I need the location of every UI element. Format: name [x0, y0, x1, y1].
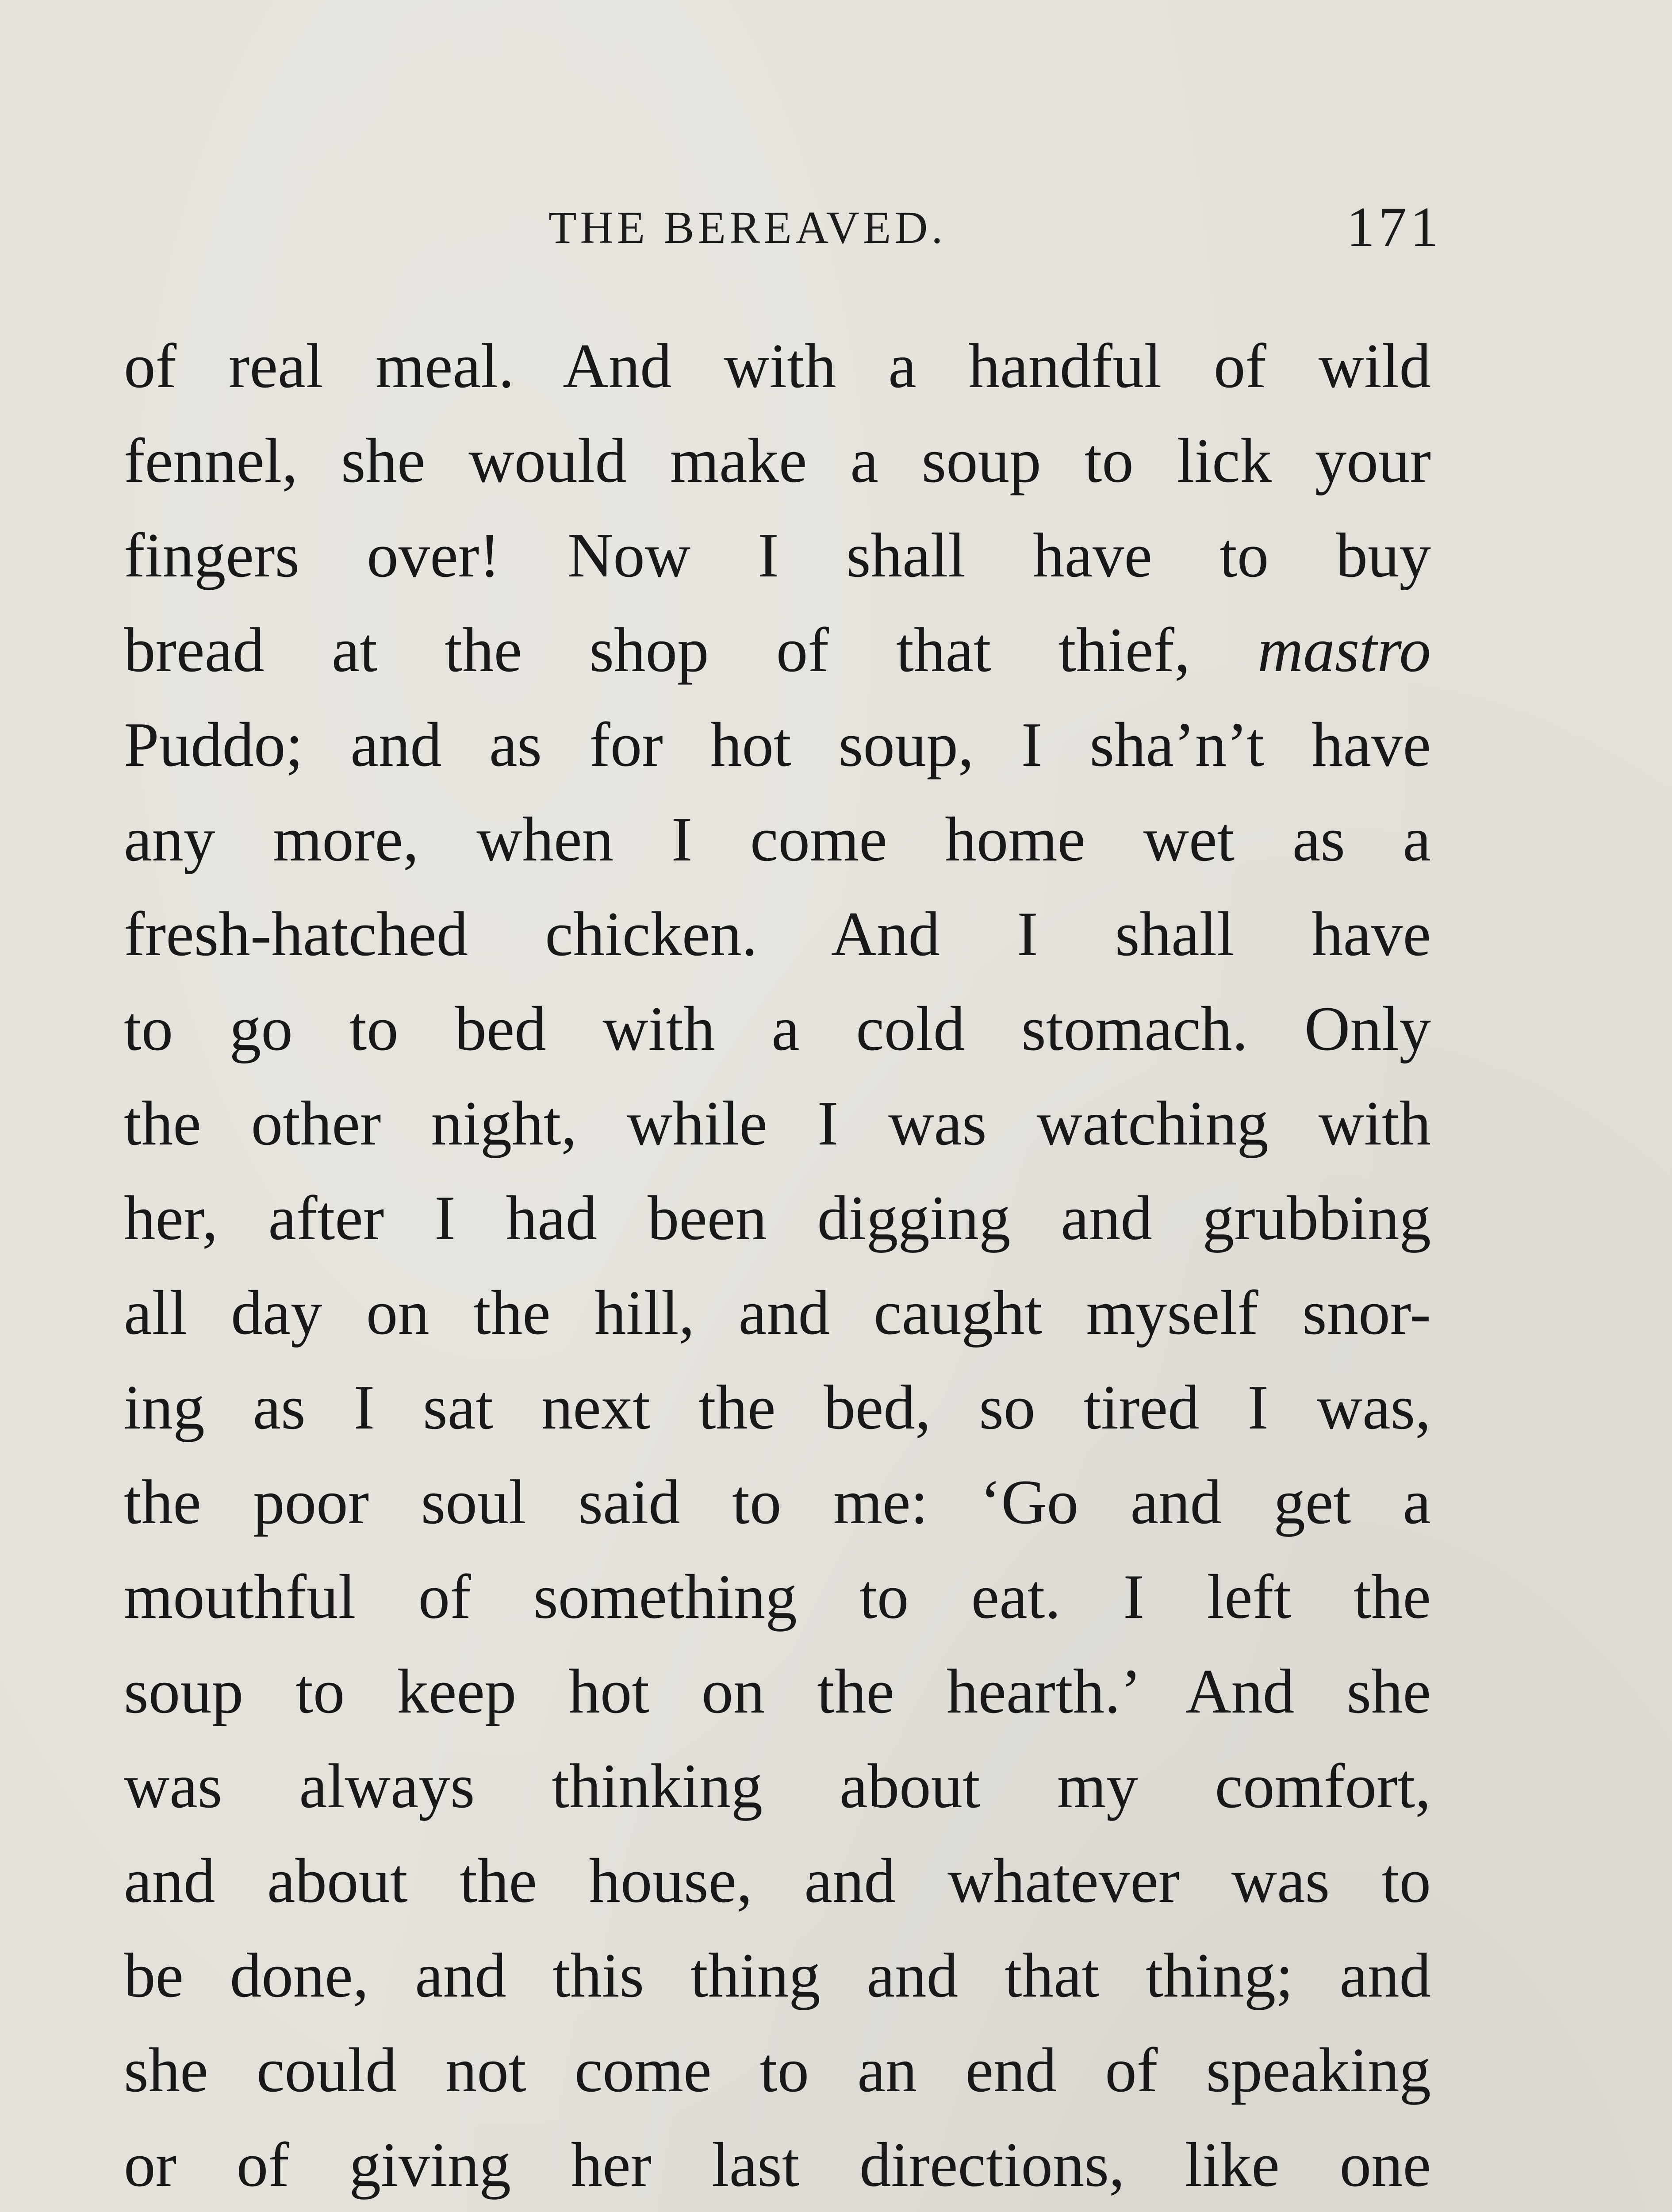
text-line: her, after I had been digging and grubbing [124, 1183, 1431, 1253]
text-line: fresh-hatched chicken. And I shall have [124, 899, 1431, 969]
body-text [124, 319, 1431, 2212]
text-line: Puddo; and as for hot soup, I sha’n’t have [124, 710, 1431, 780]
text-line: any more, when I come home wet as a [124, 804, 1431, 874]
text-line: ing as I sat next the bed, so tired I was, [124, 1372, 1431, 1442]
page-number: 171 [1346, 196, 1442, 258]
text-line: she could not come to an end of speaking [124, 2035, 1431, 2105]
italic-word: mastro [1258, 615, 1431, 685]
text-line: to go to bed with a cold stomach. Only [124, 994, 1431, 1064]
text-line-segment: bread at the shop of that thief, [124, 615, 1190, 685]
text-line-with-italic [124, 603, 1431, 697]
text-line: all day on the hill, and caught myself snor- [124, 1278, 1431, 1348]
text-line: and about the house, and whatever was to [124, 1846, 1431, 1916]
text-line: soup to keep hot on the hearth.’ And she [124, 1656, 1431, 1726]
text-line: fingers over! Now I shall have to buy [124, 520, 1431, 590]
text-line: mouthful of something to eat. I left the [124, 1562, 1431, 1632]
text-line: was always thinking about my comfort, [124, 1751, 1431, 1821]
text-line: the other night, while I was watching with [124, 1088, 1431, 1158]
text-line: be done, and this thing and that thing; and [124, 1940, 1431, 2010]
text-line: fennel, she would make a soup to lick your [124, 426, 1431, 495]
text-line: of real meal. And with a handful of wild [124, 331, 1431, 401]
running-head: THE BEREAVED. [548, 202, 947, 253]
text-line: the poor soul said to me: ‘Go and get a [124, 1467, 1431, 1537]
text-line: or of giving her last directions, like one [124, 2130, 1431, 2200]
